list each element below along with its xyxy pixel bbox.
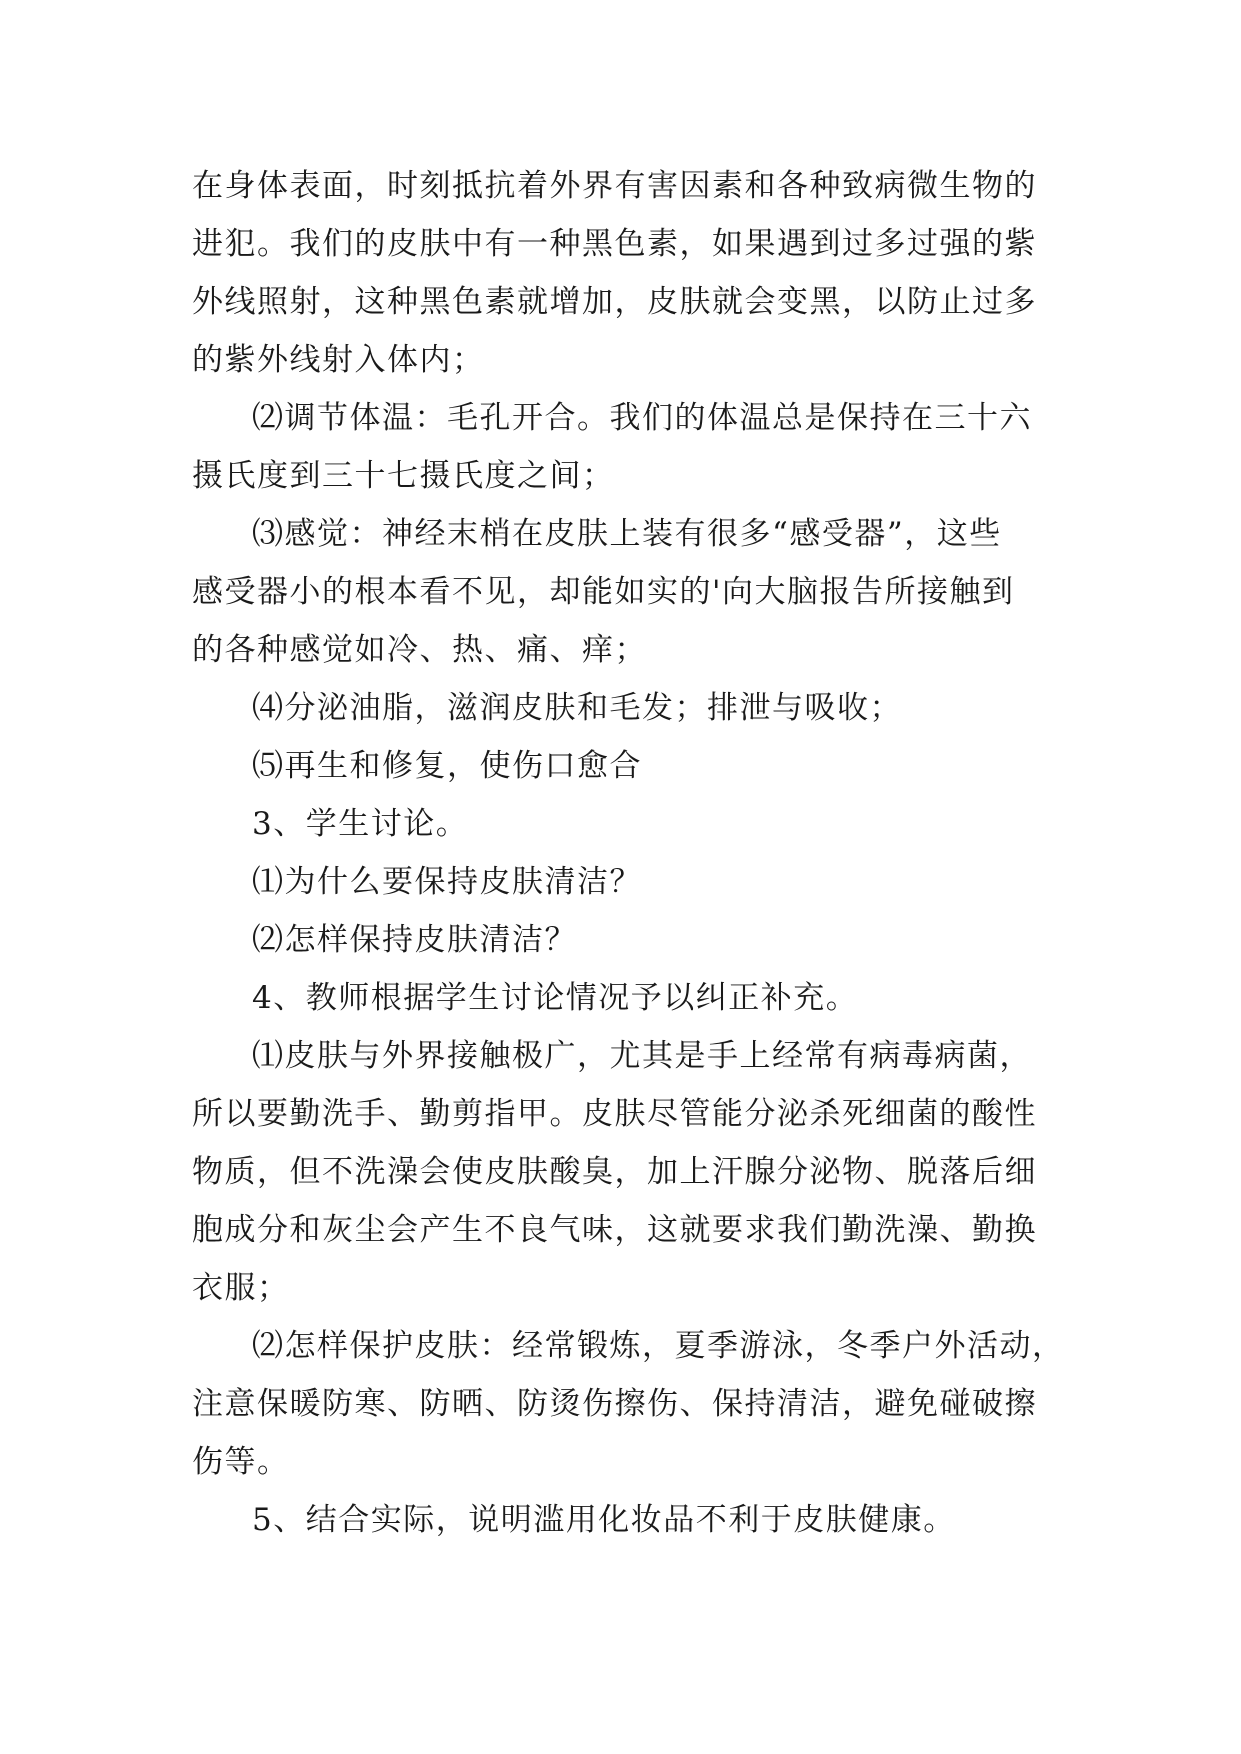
- text-line: ⑸再生和修复，使伤口愈合: [252, 748, 642, 784]
- text-line: 衣服；: [192, 1270, 290, 1306]
- text-line: ⑷分泌油脂，滋润皮肤和毛发；排泄与吸收；: [252, 690, 902, 726]
- text-line: ⑶感觉：神经末梢在皮肤上装有很多“感受器”，这些: [252, 516, 1002, 552]
- text-line: 进犯。我们的皮肤中有一种黑色素，如果遇到过多过强的紫: [192, 226, 1037, 262]
- text-line: 外线照射，这种黑色素就增加，皮肤就会变黑，以防止过多: [192, 284, 1037, 320]
- text-line: ⑵调节体温：毛孔开合。我们的体温总是保持在三十六: [252, 400, 1032, 436]
- text-line: ⑵怎样保护皮肤：经常锻炼，夏季游泳，冬季户外活动，: [252, 1328, 1065, 1364]
- text-line: 所以要勤洗手、勤剪指甲。皮肤尽管能分泌杀死细菌的酸性: [192, 1096, 1037, 1132]
- text-line: 摄氏度到三十七摄氏度之间；: [192, 458, 615, 494]
- text-line: 3、学生讨论。: [252, 806, 469, 842]
- text-line: ⑴皮肤与外界接触极广，尤其是手上经常有病毒病菌，: [252, 1038, 1032, 1074]
- text-line: 物质，但不洗澡会使皮肤酸臭，加上汗腺分泌物、脱落后细: [192, 1154, 1037, 1190]
- text-line: 伤等。: [192, 1444, 290, 1480]
- text-line: 感受器小的根本看不见，却能如实的'向大脑报告所接触到: [192, 574, 1015, 610]
- text-line: 的紫外线射入体内；: [192, 342, 485, 378]
- text-line: 4、教师根据学生讨论情况予以纠正补充。: [252, 980, 859, 1016]
- text-line: ⑵怎样保持皮肤清洁？: [252, 922, 577, 958]
- text-line: 胞成分和灰尘会产生不良气味，这就要求我们勤洗澡、勤换: [192, 1212, 1037, 1248]
- text-line: 注意保暖防寒、防晒、防烫伤擦伤、保持清洁，避免碰破擦: [192, 1386, 1037, 1422]
- text-line: 的各种感觉如冷、热、痛、痒；: [192, 632, 647, 668]
- text-line: ⑴为什么要保持皮肤清洁？: [252, 864, 642, 900]
- text-line: 在身体表面，时刻抵抗着外界有害因素和各种致病微生物的: [192, 168, 1037, 204]
- text-line: 5、结合实际，说明滥用化妆品不利于皮肤健康。: [252, 1502, 956, 1538]
